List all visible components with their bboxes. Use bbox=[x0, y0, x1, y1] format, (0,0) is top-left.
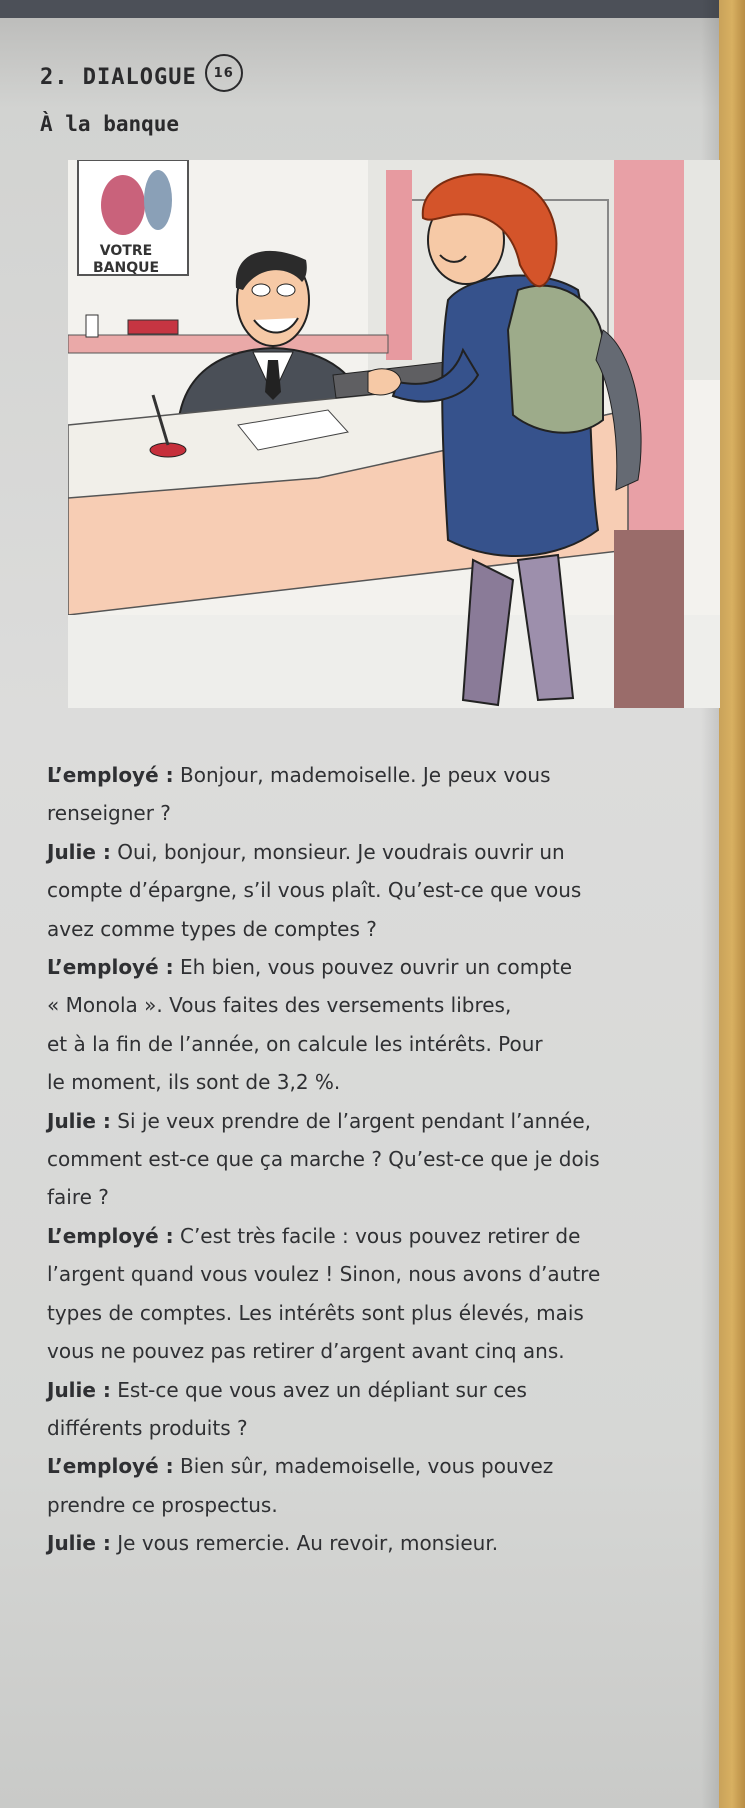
dialogue-line bbox=[47, 1102, 727, 1140]
dialogue-line bbox=[47, 1025, 727, 1063]
dialogue-line bbox=[47, 1063, 727, 1101]
dialogue-line bbox=[47, 986, 727, 1024]
dialogue-line bbox=[47, 1524, 727, 1562]
line-text: différents produits ? bbox=[47, 1415, 248, 1440]
dialogue-line bbox=[47, 1409, 727, 1447]
backpack bbox=[508, 286, 603, 433]
dialogue-line bbox=[47, 1332, 727, 1370]
line-text: renseigner ? bbox=[47, 801, 171, 826]
dialogue-line bbox=[47, 910, 727, 948]
line-text: le moment, ils sont de 3,2 %. bbox=[47, 1070, 341, 1095]
line-text: vous ne pouvez pas retirer d’argent avant cinq ans. bbox=[47, 1339, 565, 1364]
dialogue-line bbox=[47, 1255, 727, 1293]
dialogue-line bbox=[47, 1217, 727, 1255]
speaker-label: Julie : bbox=[47, 1377, 111, 1402]
page-top-edge bbox=[0, 0, 745, 18]
speaker-label: Julie : bbox=[47, 839, 111, 864]
line-text: et à la fin de l’année, on calcule les intérêts. Pour bbox=[47, 1031, 543, 1056]
track-number: 16 bbox=[213, 65, 234, 81]
line-text: prendre ce prospectus. bbox=[47, 1492, 278, 1517]
line-text: types de comptes. Les intérêts sont plus élevés, mais bbox=[47, 1300, 584, 1325]
line-text: avez comme types de comptes ? bbox=[47, 916, 377, 941]
pillar-left bbox=[386, 170, 412, 360]
dialogue-line bbox=[47, 1294, 727, 1332]
section-title: 2. DIALOGUE bbox=[40, 64, 197, 90]
dialogue-text bbox=[47, 756, 727, 1563]
dialogue-line bbox=[47, 1371, 727, 1409]
line-text: Est-ce que vous avez un dépliant sur ces bbox=[110, 1377, 527, 1402]
sign-line-2: BANQUE bbox=[92, 260, 160, 276]
dialogue-line bbox=[47, 833, 727, 871]
audio-track-icon bbox=[205, 54, 243, 92]
line-text: Je vous remercie. Au revoir, monsieur. bbox=[110, 1531, 499, 1556]
dialogue-line bbox=[47, 871, 727, 909]
line-text: Bonjour, mademoiselle. Je peux vous bbox=[173, 763, 551, 787]
line-text: comment est-ce que ça marche ? Qu’est-ce que je dois bbox=[47, 1147, 600, 1172]
speaker-label: L’employé : bbox=[47, 955, 174, 980]
dialogue-line bbox=[47, 1140, 727, 1178]
line-text: compte d’épargne, s’il vous plaît. Qu’est-ce que vous bbox=[47, 878, 582, 903]
line-text: faire ? bbox=[47, 1185, 109, 1210]
bank-counter-illustration bbox=[68, 160, 720, 708]
dialogue-line bbox=[47, 1447, 727, 1485]
speaker-label: L’employé : bbox=[47, 1223, 174, 1248]
line-text: « Monola ». Vous faites des versements libres, bbox=[47, 993, 512, 1018]
line-text: Bien sûr, mademoiselle, vous pouvez bbox=[173, 1454, 554, 1479]
line-text: Oui, bonjour, monsieur. Je voudrais ouvrir un bbox=[110, 839, 565, 864]
dialogue-line bbox=[47, 756, 727, 794]
dialogue-line bbox=[47, 948, 727, 986]
dialogue-subtitle: À la banque bbox=[40, 112, 180, 136]
line-text: Si je veux prendre de l’argent pendant l’année, bbox=[110, 1108, 591, 1133]
dialogue-line bbox=[47, 794, 727, 832]
dialogue-line bbox=[47, 1178, 727, 1216]
line-text: l’argent quand vous voulez ! Sinon, nous avons d’autre bbox=[47, 1262, 601, 1287]
dialogue-line bbox=[47, 1486, 727, 1524]
speaker-label: Julie : bbox=[47, 1108, 111, 1133]
section-heading bbox=[40, 58, 243, 96]
speaker-label: L’employé : bbox=[47, 1454, 174, 1479]
line-text: C’est très facile : vous pouvez retirer de bbox=[173, 1223, 581, 1248]
speaker-label: Julie : bbox=[47, 1531, 111, 1556]
speaker-label: L’employé : bbox=[47, 763, 174, 787]
sign-line-1: VOTRE bbox=[99, 243, 153, 259]
line-text: Eh bien, vous pouvez ouvrir un compte bbox=[173, 955, 573, 980]
